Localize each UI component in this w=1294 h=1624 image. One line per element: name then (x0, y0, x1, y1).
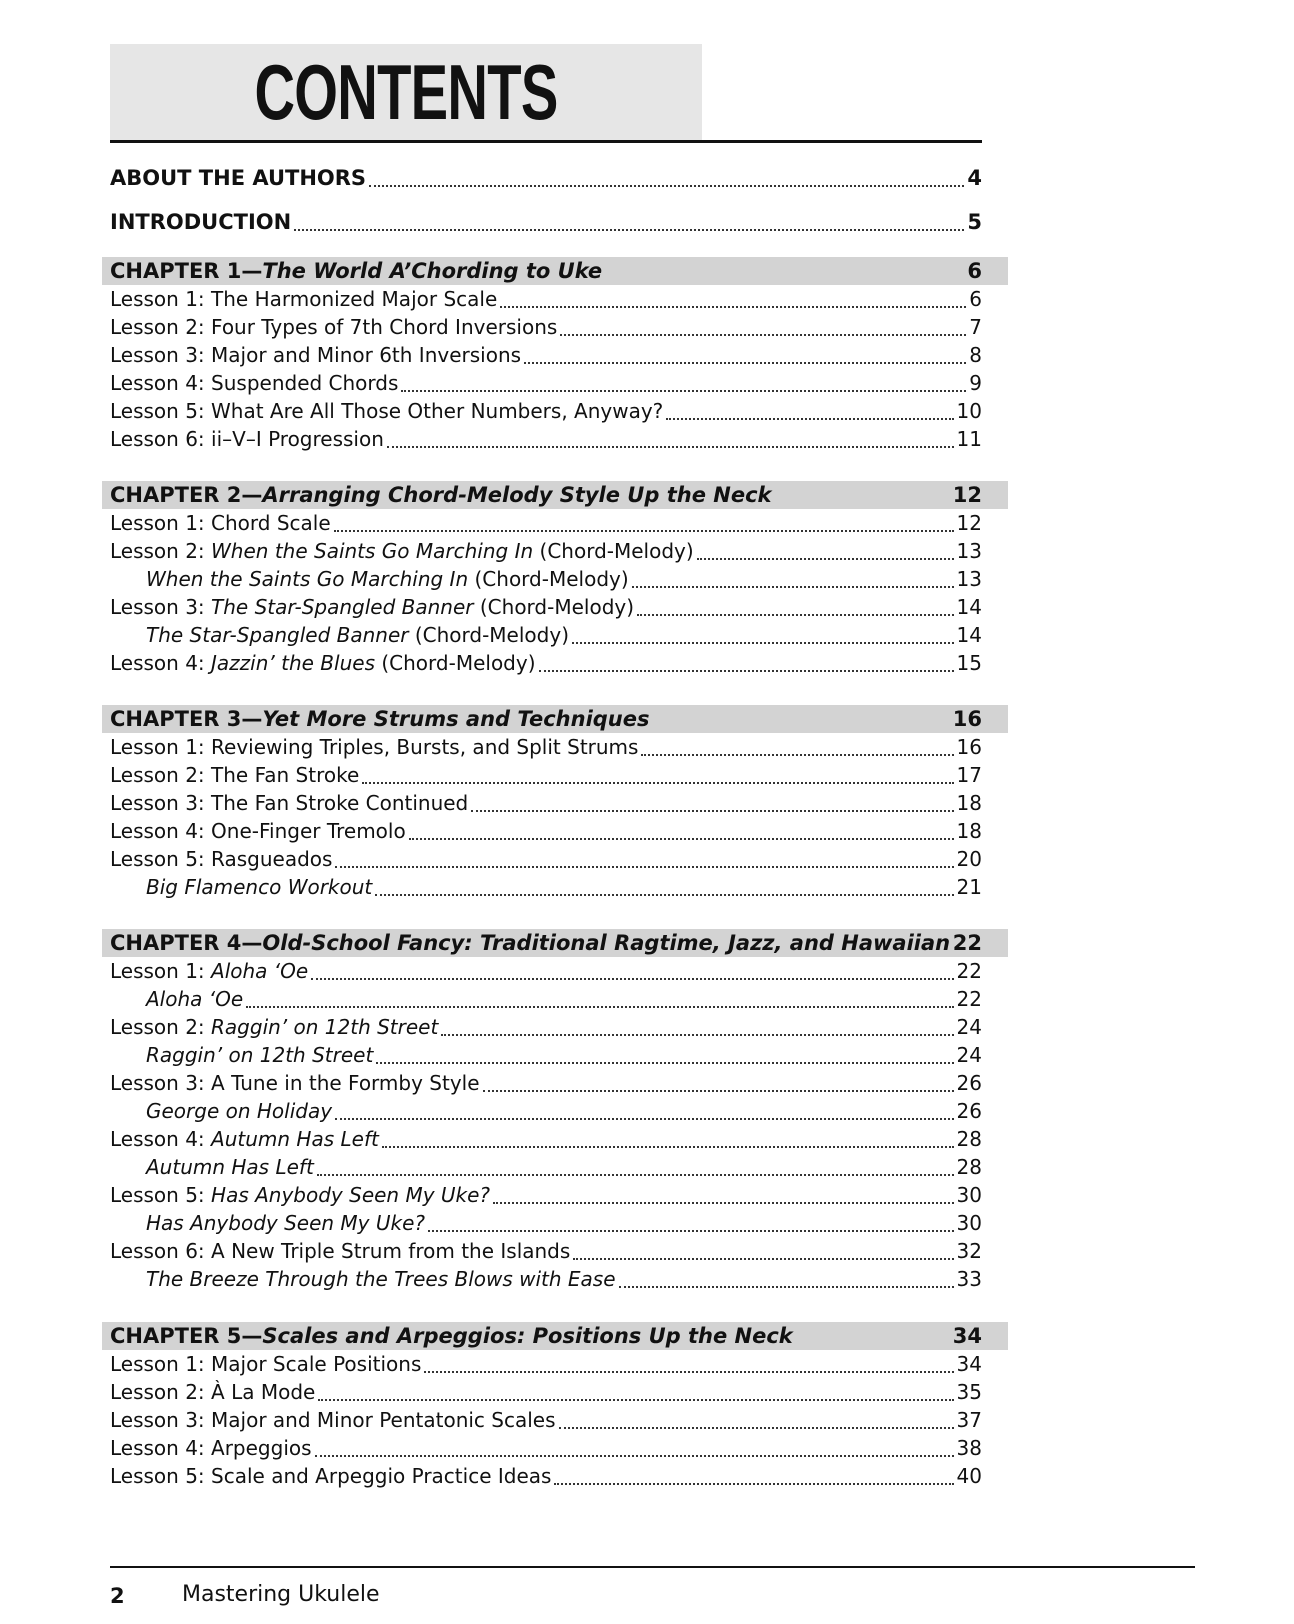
dot-leader (318, 1379, 953, 1401)
toc-subentry[interactable] (110, 565, 982, 593)
entry-page-number: 5 (967, 210, 982, 234)
entry-text: Lesson 3: The Fan Stroke Continued (110, 791, 469, 815)
toc-front-entry[interactable] (110, 164, 982, 192)
entry-page-number: 20 (956, 847, 982, 871)
toc-lesson-entry[interactable] (110, 285, 982, 313)
entry-label (146, 1099, 332, 1123)
entry-page-number: 18 (956, 819, 982, 843)
entry-page-number: 35 (956, 1380, 982, 1404)
dot-leader (697, 538, 954, 560)
entry-text: Lesson 1: Chord Scale (110, 511, 331, 535)
footer-book-title: Mastering Ukulele (182, 1582, 380, 1607)
dot-leader (428, 1210, 954, 1232)
entry-label (146, 623, 569, 647)
entry-text: Lesson 4: One-Finger Tremolo (110, 819, 406, 843)
dot-leader (362, 762, 953, 784)
chapter-heading[interactable] (102, 705, 1008, 733)
entry-label: INTRODUCTION (110, 210, 292, 234)
entry-label (110, 371, 398, 395)
entry-page-number: 33 (956, 1267, 982, 1291)
dot-leader (335, 1098, 953, 1120)
entry-title-italic: Raggin’ on 12th Street (211, 1015, 439, 1039)
toc-lesson-entry[interactable] (110, 313, 982, 341)
entry-title-italic: The Star-Spangled Banner (146, 623, 409, 647)
chapter-title: Arranging Chord-Melody Style Up the Neck (262, 483, 772, 507)
entry-page-number: 18 (956, 791, 982, 815)
dot-leader (666, 398, 953, 420)
toc-lesson-entry[interactable] (110, 1237, 982, 1265)
toc-lesson-entry[interactable] (110, 341, 982, 369)
entry-page-number: 9 (969, 371, 982, 395)
entry-page-number: 6 (969, 287, 982, 311)
entry-suffix: (Chord-Melody) (468, 567, 629, 591)
toc-lesson-entry[interactable] (110, 1013, 982, 1041)
entry-suffix: (Chord-Melody) (408, 623, 569, 647)
entry-page-number: 13 (956, 567, 982, 591)
entry-text: Lesson 4: Suspended Chords (110, 371, 399, 395)
dot-leader (559, 1407, 954, 1429)
dot-leader (294, 209, 964, 231)
entry-label (110, 539, 694, 563)
chapter-title: Old-School Fancy: Traditional Ragtime, Jazz, and Hawaiian (262, 931, 951, 955)
dot-leader (632, 566, 954, 588)
entry-page-number: 16 (956, 735, 982, 759)
entry-page-number: 28 (956, 1127, 982, 1151)
entry-label (110, 959, 308, 983)
entry-label (110, 1352, 421, 1376)
chapter-heading[interactable] (102, 1322, 1008, 1350)
dot-leader (572, 622, 954, 644)
entry-text: Lesson 6: A New Triple Strum from the Islands (110, 1239, 571, 1263)
dot-leader (641, 734, 953, 756)
toc-lesson-entry[interactable] (110, 789, 982, 817)
entry-text: Lesson 3: Major and Minor 6th Inversions (110, 343, 522, 367)
entry-label (146, 987, 243, 1011)
entry-label (110, 819, 406, 843)
entry-text: Lesson 2: À La Mode (110, 1380, 316, 1404)
dot-leader (382, 1126, 954, 1148)
toc-subentry[interactable] (110, 985, 982, 1013)
entry-label (110, 1436, 312, 1460)
chapter-title: Yet More Strums and Techniques (262, 707, 650, 731)
entry-page-number: 14 (956, 595, 982, 619)
entry-text: Lesson 3: (110, 595, 212, 619)
entry-label (110, 1071, 480, 1095)
entry-page-number: 40 (956, 1464, 982, 1488)
entry-title-italic: Autumn Has Left (146, 1155, 314, 1179)
entry-label (110, 1127, 379, 1151)
entry-text: Lesson 4: Arpeggios (110, 1436, 312, 1460)
toc-lesson-entry[interactable] (110, 593, 982, 621)
entry-page-number: 34 (956, 1352, 982, 1376)
entry-label (110, 847, 332, 871)
entry-suffix: (Chord-Melody) (375, 651, 536, 675)
entry-label (110, 1015, 438, 1039)
toc-lesson-entry[interactable] (110, 957, 982, 985)
toc-lesson-entry[interactable] (110, 649, 982, 677)
footer-divider (110, 1566, 1195, 1568)
toc-subentry[interactable] (110, 621, 982, 649)
entry-page-number: 8 (969, 343, 982, 367)
entry-page-number: 21 (956, 875, 982, 899)
entry-label (146, 1043, 373, 1067)
entry-label (110, 1183, 490, 1207)
dot-leader (500, 286, 966, 308)
entry-suffix: (Chord-Melody) (533, 539, 694, 563)
toc-lesson-entry[interactable] (110, 1125, 982, 1153)
chapter-number: CHAPTER 1— (110, 259, 263, 283)
entry-suffix: (Chord-Melody) (473, 595, 635, 619)
entry-title-italic: The Star-Spangled Banner (211, 595, 474, 619)
toc-lesson-entry[interactable] (110, 761, 982, 789)
entry-page-number: 15 (956, 651, 982, 675)
entry-text: Lesson 1: The Harmonized Major Scale (110, 287, 498, 311)
entry-title-italic: Big Flamenco Workout (146, 875, 373, 899)
toc-lesson-entry[interactable] (110, 1406, 982, 1434)
chapter-title: Scales and Arpeggios: Positions Up the Neck (262, 1324, 793, 1348)
entry-label (146, 875, 372, 899)
dot-leader (424, 1351, 953, 1373)
dot-leader (560, 314, 966, 336)
entry-label (110, 427, 384, 451)
toc-lesson-entry[interactable] (110, 1069, 982, 1097)
chapter-label (110, 931, 953, 955)
entry-page-number: 37 (956, 1408, 982, 1432)
entry-label (146, 1155, 314, 1179)
entry-page-number: 22 (956, 959, 982, 983)
dot-leader (335, 846, 953, 868)
entry-page-number: 13 (956, 539, 982, 563)
entry-label (110, 763, 359, 787)
dot-leader (387, 426, 954, 448)
entry-page-number: 10 (956, 399, 982, 423)
entry-text: Lesson 2: The Fan Stroke (110, 763, 360, 787)
dot-leader (334, 510, 954, 532)
entry-label (110, 1464, 551, 1488)
dot-leader (524, 342, 966, 364)
chapter-heading[interactable] (102, 257, 1008, 285)
entry-text: Lesson 2: Four Types of 7th Chord Inversions (110, 315, 558, 339)
toc-lesson-entry[interactable] (110, 817, 982, 845)
chapter-number: CHAPTER 5— (110, 1324, 263, 1348)
dot-leader (573, 1238, 953, 1260)
dot-leader (317, 1154, 954, 1176)
entry-text: Lesson 2: (110, 1015, 212, 1039)
entry-title-italic: Jazzin’ the Blues (211, 651, 375, 675)
entry-label (110, 735, 638, 759)
dot-leader (554, 1463, 953, 1485)
entry-title-italic: George on Holiday (146, 1099, 333, 1123)
dot-leader (471, 790, 953, 812)
dot-leader (311, 958, 953, 980)
entry-page-number: 32 (956, 1239, 982, 1263)
chapter-label (110, 483, 953, 507)
entry-title-italic: Autumn Has Left (211, 1127, 379, 1151)
entry-title-italic: The Breeze Through the Trees Blows with Ease (146, 1267, 616, 1291)
entry-text: Lesson 5: What Are All Those Other Numbers, Anyway? (110, 399, 664, 423)
chapter-number: CHAPTER 2— (110, 483, 263, 507)
toc-subentry[interactable] (110, 1153, 982, 1181)
entry-title-italic: When the Saints Go Marching In (211, 539, 534, 563)
entry-label (110, 315, 557, 339)
entry-page-number: 30 (956, 1211, 982, 1235)
entry-page-number: 26 (956, 1099, 982, 1123)
chapter-page-number: 12 (952, 483, 982, 507)
chapter-heading[interactable] (102, 481, 1008, 509)
toc-lesson-entry[interactable] (110, 425, 982, 453)
entry-text: Lesson 4: (110, 1127, 212, 1151)
dot-leader (637, 594, 954, 616)
entry-page-number: 7 (969, 315, 982, 339)
entry-page-number: 38 (956, 1436, 982, 1460)
toc-subentry[interactable] (110, 1097, 982, 1125)
entry-page-number: 11 (956, 427, 982, 451)
footer-page-number: 2 (110, 1584, 125, 1608)
entry-label (110, 511, 331, 535)
toc-lesson-entry[interactable] (110, 1350, 982, 1378)
entry-label (110, 399, 663, 423)
chapter-page-number: 34 (952, 1324, 982, 1348)
dot-leader (376, 1042, 953, 1064)
entry-title-italic: Aloha ‘Oe (211, 959, 309, 983)
entry-text: Lesson 5: (110, 1183, 212, 1207)
entry-label (146, 567, 629, 591)
entry-label (110, 1239, 570, 1263)
chapter-title: The World A’Chording to Uke (262, 259, 603, 283)
entry-title-italic: Raggin’ on 12th Street (146, 1043, 374, 1067)
entry-page-number: 24 (956, 1043, 982, 1067)
dot-leader (369, 165, 964, 187)
dot-leader (246, 986, 953, 1008)
toc-lesson-entry[interactable] (110, 1462, 982, 1490)
chapter-number: CHAPTER 3— (110, 707, 263, 731)
title-divider (110, 140, 982, 143)
chapter-heading[interactable] (102, 929, 1008, 957)
entry-label (110, 287, 497, 311)
entry-text: Lesson 5: Scale and Arpeggio Practice Ideas (110, 1464, 552, 1488)
dot-leader (441, 1014, 953, 1036)
toc-subentry[interactable] (110, 1265, 982, 1293)
entry-page-number: 22 (956, 987, 982, 1011)
entry-page-number: 26 (956, 1071, 982, 1095)
entry-text: Lesson 1: Reviewing Triples, Bursts, and Split Strums (110, 735, 639, 759)
dot-leader (619, 1266, 954, 1288)
chapter-label (110, 1324, 953, 1348)
entry-label (146, 1211, 425, 1235)
entry-text: Lesson 1: (110, 959, 212, 983)
toc-subentry[interactable] (110, 1209, 982, 1237)
entry-text: Lesson 2: (110, 539, 212, 563)
chapter-page-number: 22 (952, 931, 982, 955)
toc-lesson-entry[interactable] (110, 397, 982, 425)
toc-lesson-entry[interactable] (110, 369, 982, 397)
dot-leader (315, 1435, 954, 1457)
entry-label (146, 1267, 616, 1291)
entry-text: Lesson 5: Rasgueados (110, 847, 333, 871)
dot-leader (375, 874, 953, 896)
dot-leader (493, 1182, 954, 1204)
chapter-number: CHAPTER 4— (110, 931, 263, 955)
entry-text: Lesson 1: Major Scale Positions (110, 1352, 422, 1376)
toc-lesson-entry[interactable] (110, 733, 982, 761)
entry-page-number: 17 (956, 763, 982, 787)
entry-label (110, 343, 521, 367)
entry-text: Lesson 3: A Tune in the Formby Style (110, 1071, 480, 1095)
dot-leader (409, 818, 954, 840)
chapter-label (110, 707, 953, 731)
entry-title-italic: Has Anybody Seen My Uke? (146, 1211, 426, 1235)
entry-page-number: 30 (956, 1183, 982, 1207)
toc-lesson-entry[interactable] (110, 1181, 982, 1209)
entry-text: Lesson 6: ii–V–I Progression (110, 427, 384, 451)
toc-front-entry[interactable] (110, 208, 982, 236)
entry-label (110, 595, 634, 619)
toc-lesson-entry[interactable] (110, 1434, 982, 1462)
dot-leader (401, 370, 966, 392)
entry-title-italic: Has Anybody Seen My Uke? (211, 1183, 491, 1207)
toc-subentry[interactable] (110, 873, 982, 901)
toc-lesson-entry[interactable] (110, 1378, 982, 1406)
chapter-page-number: 6 (967, 259, 982, 283)
toc-lesson-entry[interactable] (110, 537, 982, 565)
entry-text: Lesson 3: Major and Minor Pentatonic Scales (110, 1408, 556, 1432)
toc-lesson-entry[interactable] (110, 509, 982, 537)
entry-page-number: 14 (956, 623, 982, 647)
entry-label (110, 1408, 556, 1432)
entry-page-number: 28 (956, 1155, 982, 1179)
toc-lesson-entry[interactable] (110, 845, 982, 873)
page-title: CONTENTS (254, 47, 558, 136)
entry-page-number: 4 (967, 166, 982, 190)
chapter-page-number: 16 (952, 707, 982, 731)
chapter-label (110, 259, 967, 283)
toc-subentry[interactable] (110, 1041, 982, 1069)
dot-leader (539, 650, 954, 672)
dot-leader (483, 1070, 954, 1092)
entry-label (110, 651, 536, 675)
entry-page-number: 24 (956, 1015, 982, 1039)
entry-page-number: 12 (956, 511, 982, 535)
entry-title-italic: When the Saints Go Marching In (146, 567, 469, 591)
entry-title-italic: Aloha ‘Oe (146, 987, 244, 1011)
entry-text: Lesson 4: (110, 651, 212, 675)
entry-label (110, 1380, 315, 1404)
entry-label: ABOUT THE AUTHORS (110, 166, 367, 190)
entry-label (110, 791, 468, 815)
